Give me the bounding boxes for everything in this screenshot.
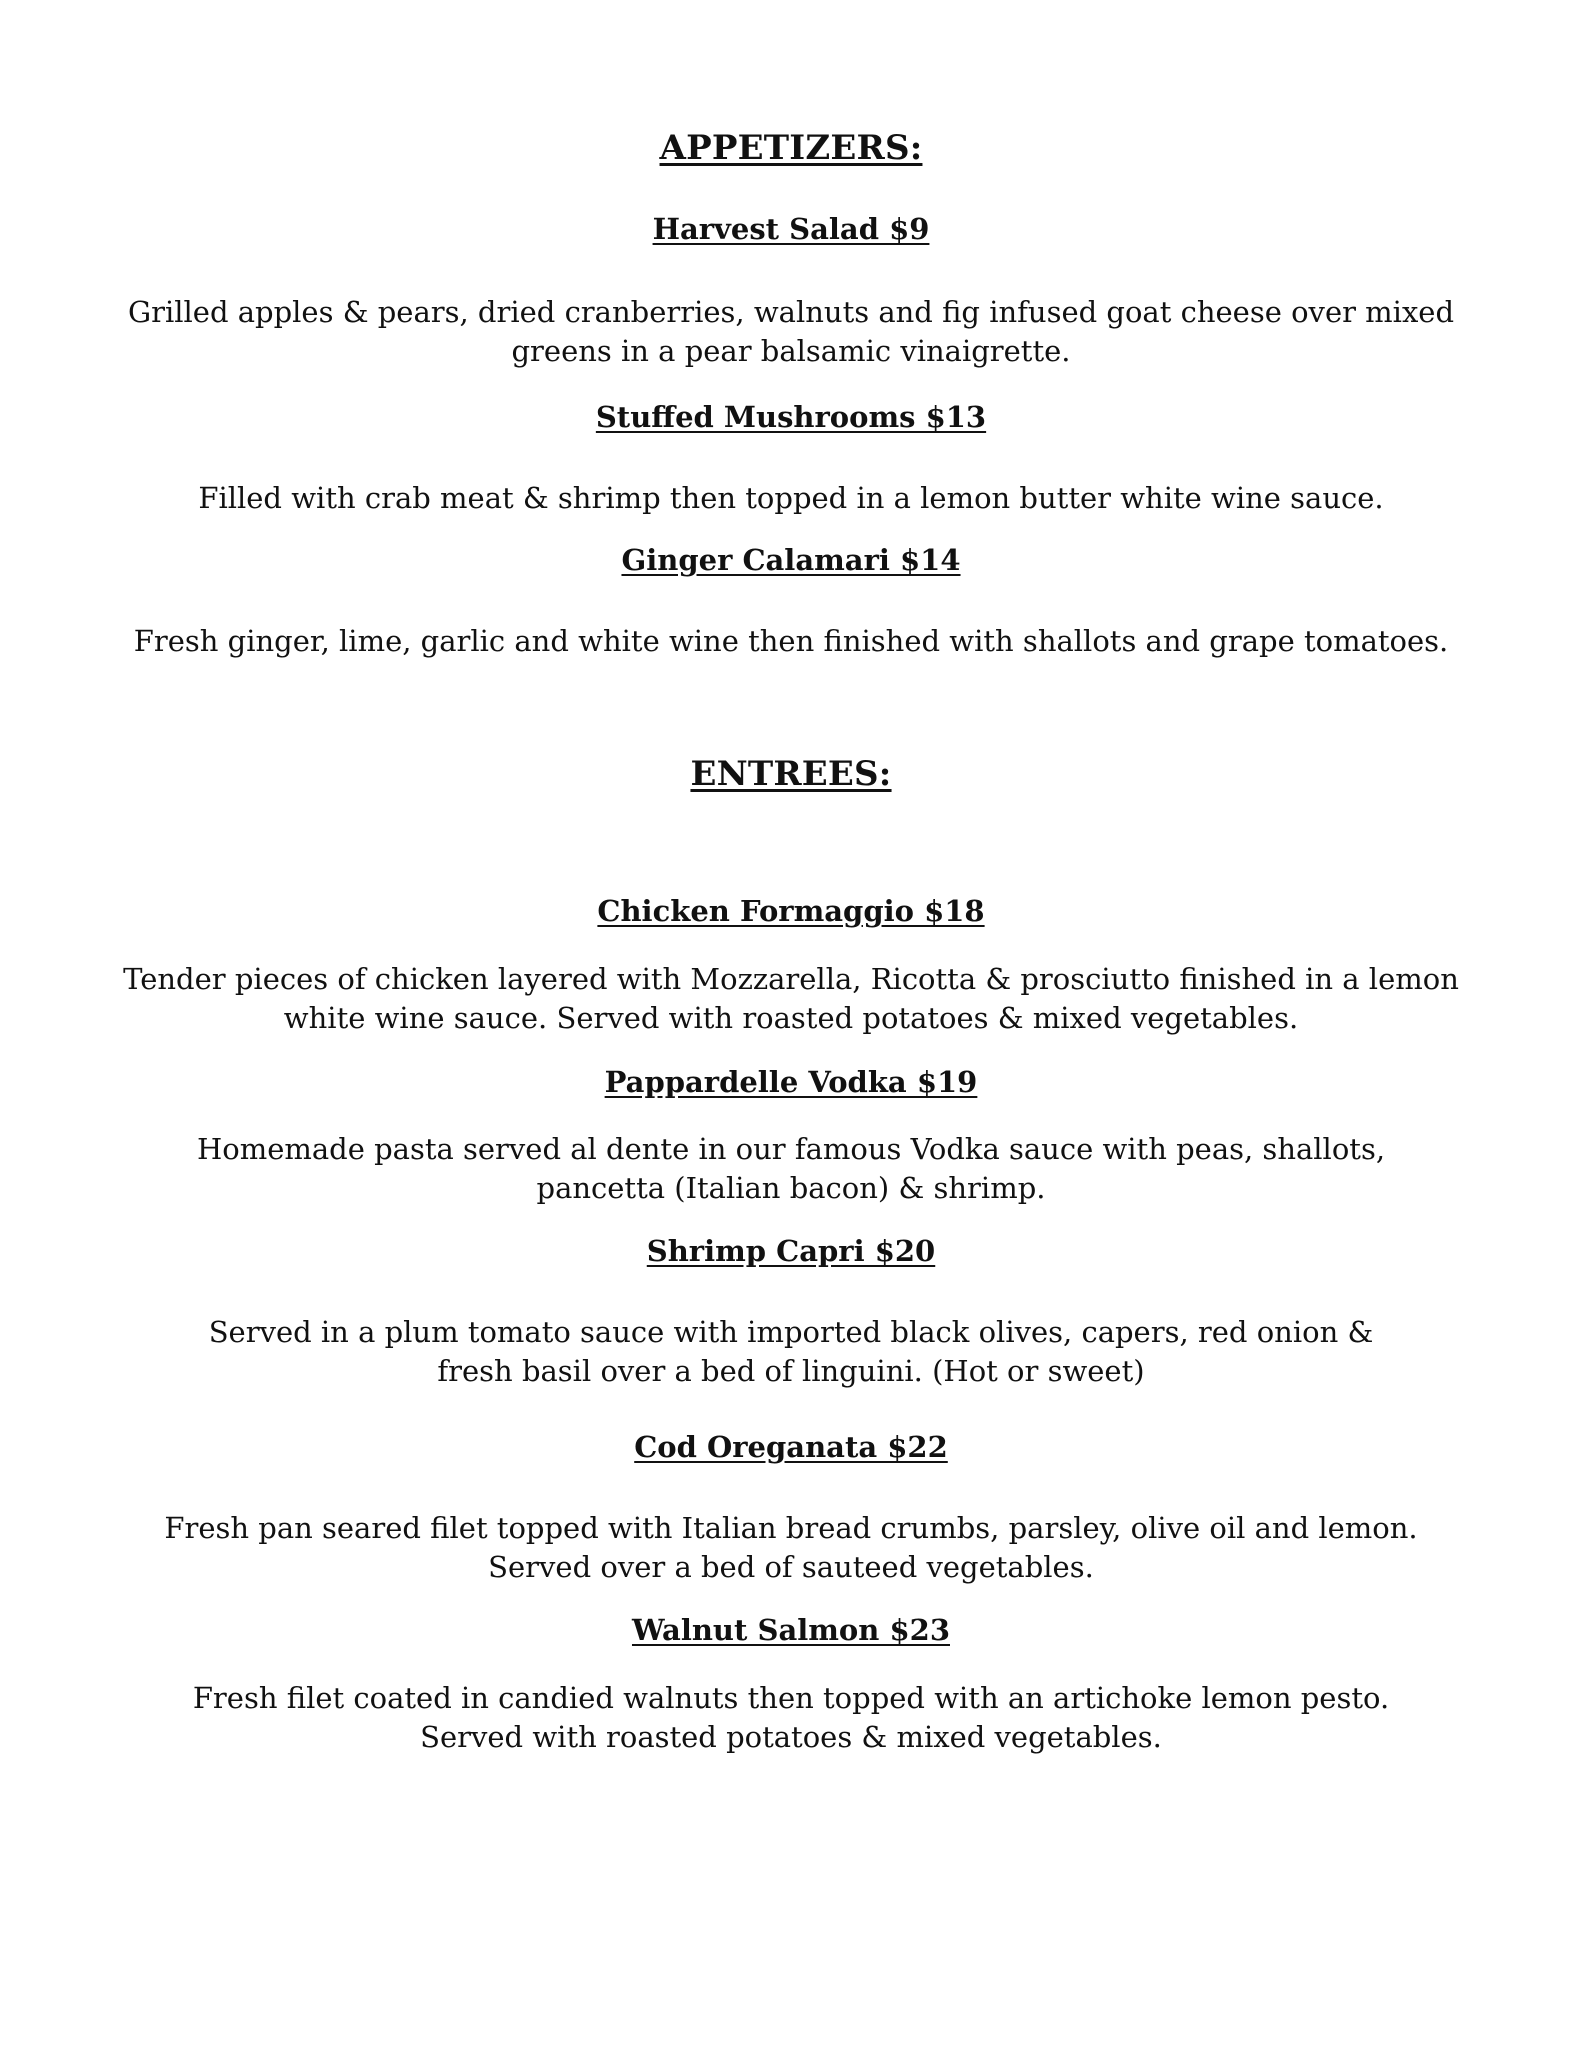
menu-item-title-ginger-calamari: Ginger Calamari $14 — [621, 543, 961, 577]
menu-item-desc-pappardelle-vodka-line-1: Homemade pasta served al dente in our famous Vodka sauce with peas, shallots, — [196, 1132, 1386, 1166]
menu-item-title-pappardelle-vodka: Pappardelle Vodka $19 — [604, 1065, 978, 1099]
menu-item-title-chicken-formaggio: Chicken Formaggio $18 — [597, 894, 985, 928]
appetizers-heading: APPETIZERS: — [659, 128, 923, 168]
menu-item-desc-stuffed-mushrooms: Filled with crab meat & shrimp then topped in a lemon butter white wine sauce. — [198, 481, 1384, 515]
menu-item-desc-cod-oreganata-line-2: Served over a bed of sauteed vegetables. — [488, 1550, 1094, 1584]
entrees-heading: ENTREES: — [690, 754, 892, 794]
menu-item-title-walnut-salmon: Walnut Salmon $23 — [631, 1613, 950, 1647]
menu-item-desc-shrimp-capri-line-2: fresh basil over a bed of linguini. (Hot or sweet) — [437, 1354, 1145, 1388]
menu-item-desc-walnut-salmon-line-1: Fresh filet coated in candied walnuts then topped with an artichoke lemon pesto. — [192, 1681, 1390, 1715]
menu-item-desc-cod-oreganata-line-1: Fresh pan seared filet topped with Italian bread crumbs, parsley, olive oil and lemon. — [164, 1511, 1418, 1545]
menu-item-desc-ginger-calamari: Fresh ginger, lime, garlic and white wine then finished with shallots and grape tomatoes. — [133, 624, 1449, 658]
menu-item-desc-pappardelle-vodka-line-2: pancetta (Italian bacon) & shrimp. — [536, 1171, 1046, 1205]
menu-item-title-shrimp-capri: Shrimp Capri $20 — [646, 1234, 936, 1268]
menu-item-desc-chicken-formaggio-line-1: Tender pieces of chicken layered with Mozzarella, Ricotta & prosciutto finished in a lemon — [123, 962, 1459, 996]
menu-item-desc-walnut-salmon-line-2: Served with roasted potatoes & mixed vegetables. — [420, 1720, 1162, 1754]
menu-item-title-stuffed-mushrooms: Stuffed Mushrooms $13 — [595, 400, 987, 434]
menu-item-desc-chicken-formaggio-line-2: white wine sauce. Served with roasted potatoes & mixed vegetables. — [283, 1001, 1299, 1035]
menu-item-desc-harvest-salad-line-1: Grilled apples & pears, dried cranberries, walnuts and fig infused goat cheese over mixed — [127, 295, 1455, 329]
menu-item-desc-harvest-salad-line-2: greens in a pear balsamic vinaigrette. — [511, 334, 1071, 368]
menu-item-title-cod-oreganata: Cod Oreganata $22 — [634, 1430, 948, 1464]
menu-item-desc-shrimp-capri-line-1: Served in a plum tomato sauce with imported black olives, capers, red onion & — [208, 1315, 1374, 1349]
menu-item-title-harvest-salad: Harvest Salad $9 — [652, 212, 930, 246]
